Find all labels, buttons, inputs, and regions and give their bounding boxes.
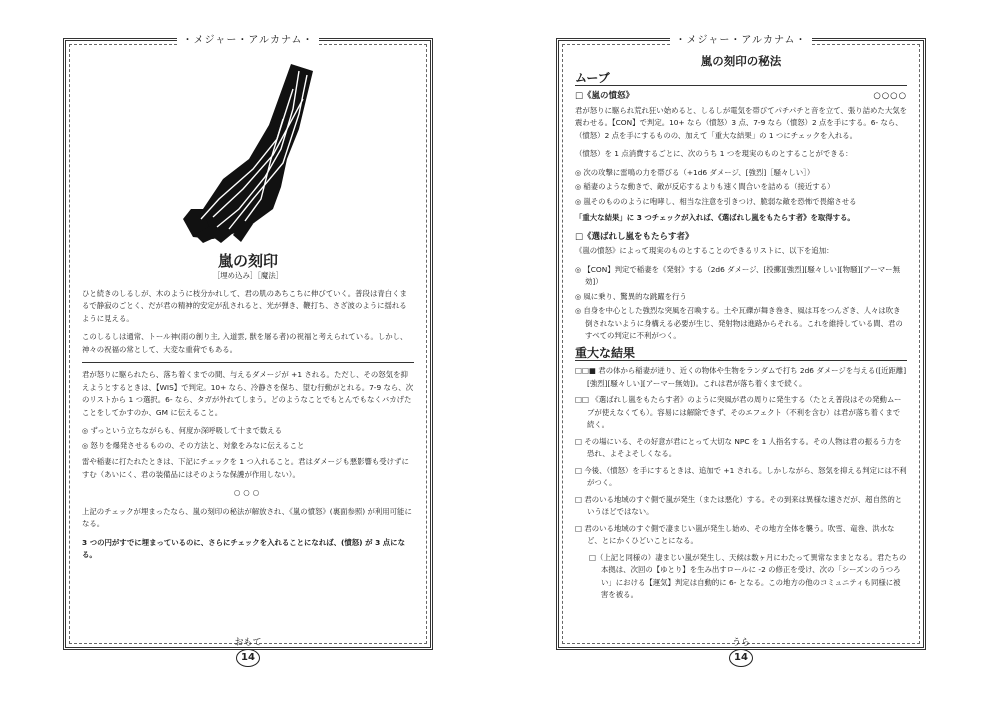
lore-paragraph: このしるしは通常、トール神(雨の創り主, 入道雲, 獣を屠る者)の祝福と考えられている。しかし、神々の祝福の常として、大変な重荷でもある。 [82,332,408,354]
storm-hand-illustration [173,59,323,244]
back-page-footer [559,638,923,667]
move-name[interactable]: □《嵐の憤怒》 [575,91,635,101]
back-page [556,35,926,663]
side-label: おもて [234,638,262,648]
unlock-paragraph: 上記のチェックが埋まったなら、嵐の刻印の秘法が解放され、《嵐の憤怒》(裏面参照) が利用可能になる。 [82,506,412,528]
page-title: 嵐の刻印 [217,252,278,270]
move-name[interactable]: □《選ばれし嵐をもたらす者》 [575,231,694,242]
secret-title: 嵐の刻印の秘法 [700,54,782,68]
move-result: 「重大な結果」に 3 つチェックが入れば、《選ばれし嵐をもたらす者》を取得する。 [575,213,855,222]
back-page-content [575,51,907,633]
divider [82,362,414,363]
page-number: 14 [729,649,753,667]
move-storm-fury [575,90,907,103]
option-item: ◎ 嵐そのもののように咆哮し、相当な注意を引きつけ、脆弱な敵を恐怖で畏縮させる [575,196,857,206]
consequence-item[interactable]: □□■ 君の体から稲妻が迸り、近くの物体や生物をランダムで打ち 2d6 ダメージを与える([近距離][強烈][騒々しい][アーマー無効])。これは君が落ち着くまで続く。 [575,366,907,388]
page-number: 14 [236,649,260,667]
consequence-item[interactable]: □ 君のいる地域のすぐ側で凄まじい嵐が発生し始め、その地方全体を襲う。吹雪、竜巻、洪水など、とにかくひどいことになる。 [575,523,895,545]
option-item: ◎ 【CON】判定で稲妻を《発射》する（2d6 ダメージ、[投擲][強烈][騒々しい][物騒][アーマー無効]） [575,264,900,286]
consequences-heading: 重大な結果 [575,347,907,362]
back-page-header: ・メジャー・アルカナム・ [559,31,923,46]
move-note: （憤怒）を 1 点消費するごとに、次のうち 1 つを現実のものとすることができる： [575,149,853,158]
tags: ［埋め込み］［魔法］ [212,271,284,280]
option-item: ◎ 風に乗り、驚異的な跳躍を行う [575,291,687,301]
move-text: 《嵐の憤怒》によって現実のものとすることのできるリストに、以下を追加： [575,246,834,255]
option-item: ◎ 次の攻撃に雷鳴の力を帯びる（+1d6 ダメージ、[強烈]［騒々しい］） [575,167,815,177]
front-page-footer [66,638,430,667]
fury-track[interactable]: ○○○○ [873,91,907,101]
option-item: ◎ 稲妻のような動きで、敵が反応するよりも速く間合いを詰める（接近する） [575,182,835,191]
consequence-item[interactable]: □ 今後、（憤怒）を手にするときは、追加で +1 される。しかしながら、怒気を抑える判定には不利がつく。 [575,465,907,487]
moves-heading: ムーブ [575,72,907,87]
consequence-subitem[interactable]: □（上記と同様の）凄まじい嵐が発生し、天候は数ヶ月にわたって異常なままとなる。君たちの本拠は、次回の【ゆとり】を生み出すロールに -2 の修正を受け、次の「シーズンのうつろい」における【運気】判定は自動的に 6- となる。この地方の他のコミュニティも同様に被害を被る。 [589,552,907,599]
front-page-header: ・メジャー・アルカナム・ [66,31,430,46]
side-label: うら [731,638,750,648]
option-item: ◎ 怒りを爆発させるものの、その方法と、対象をみなに伝えること [82,440,305,450]
option-item: ◎ ずっという立ちながらも、何度か深呼吸して十まで数える [82,426,283,435]
check-circles[interactable]: ○○○ [233,488,263,497]
consequence-item[interactable]: □ その場にいる、その好意が君にとって大切な NPC を 1 人指名する。その人物は君の振るう力を恐れ、よそよそしくなる。 [575,436,902,458]
option-item: ◎ 自身を中心とした強烈な突風を召喚する。土や瓦礫が舞き巻き、風は耳をつんざき、人々は吹き倒されないように身構える必要が生じ、発射物は進路からそれる。これを維持している間、君のすべての判定に不利がつく。 [575,306,903,340]
lightning-paragraph: 雷や稲妻に打たれたときは、下記にチェックを 1 つ入れること。君はダメージも悪影響も受けずにすむ（あいにく、君の装備品にはそのような保護が作用しない）。 [82,457,409,479]
move-chosen-stormbringer [575,231,907,244]
consequence-item[interactable]: □ 君のいる地域のすぐ側で嵐が発生（または悪化）する。その到来は異様な速さだが、超自然的というほどではない。 [575,494,903,516]
consequence-item[interactable]: □□ 《選ばれし嵐をもたらす者》のように突風が君の周りに発生する（たとえ普段はその発動ムーブが使えなくても）。容易には解除できず、そのエフェクト（不利を含む）は君が落ち着くまで続く。 [575,395,902,429]
anger-rule-paragraph: 君が怒りに駆られたら、落ち着くまでの間、与えるダメージが +1 される。ただし、その怒気を抑えようとするときは、【WIS】で判定。10+ なら、冷静さを保ち、望む行動がとれる。7-9 なら、次のリストから 1 つ選択。6- なら、タガが外れてしまう。どのようなことでもとんでもなくバカげたことをしてかすのか、GM に伝えること。 [82,370,414,417]
front-page [63,35,433,663]
move-text: 君が怒りに駆られ荒れ狂い始めると、しるしが電気を帯びてパチパチと音を立て、張り詰めた大気を震わせる。【CON】で判定。10+ なら（憤怒）3 点、7-9 なら（憤怒）2 点を手にする。6- なら、（憤怒）2 点を手にするものの、加えて「重大な結果」の 1 つにチェックを入れる。 [575,105,907,140]
overflow-paragraph: 3 つの円がすでに埋まっているのに、さらにチェックを入れることになれば、(憤怒) が 3 点になる。 [82,537,405,559]
intro-paragraph: ひと続きのしるしが、木のように枝分かれして、君の肌のあちこちに伸びていく。普段は青白くまるで静寂のごとく、だが君の精神的安定が乱されると、光が弾き、鞭打ち、さざ波のように揺れるように見える。 [82,288,407,323]
front-page-content [82,55,414,633]
